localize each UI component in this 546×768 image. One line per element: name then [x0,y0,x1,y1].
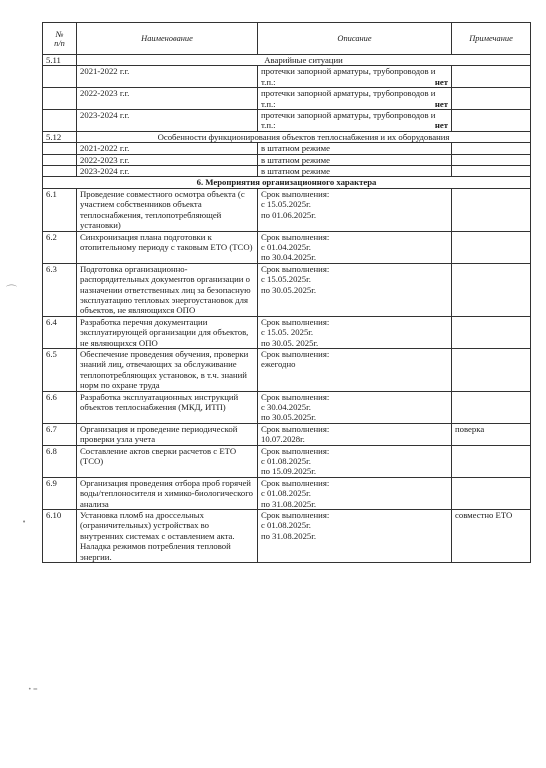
item-name: Проведение совместного осмотра объекта (с участием собственников объекта теплоснабжения, теплопотребляющей установки) [77,188,258,231]
item-desc: Срок выполнения: с 30.04.2025г. по 30.05.2025г. [258,391,452,423]
item-note [452,445,531,477]
item-name: Разработка эксплуатационных инструкций объектов теплоснабжения (МКД, ИТП) [77,391,258,423]
table-row [43,445,531,477]
table-row [43,477,531,509]
value-text: нет [434,120,448,131]
item-note [452,231,531,263]
section-heading-row [43,177,531,188]
year-cell: 2022-2023 г.г. [77,154,258,165]
table-row [43,231,531,263]
item-name: Обеспечение проведения обучения, проверки знаний лиц, отвечающих за обслуживание теплопотребляющих установок, в т.ч. знаний норм по охране труда [77,348,258,391]
item-num: 6.6 [43,391,77,423]
header-note: Примечание [452,23,531,55]
header-name: Наименование [77,23,258,55]
item-num: 6.2 [43,231,77,263]
table-row [43,143,531,154]
item-desc: Срок выполнения: с 01.08.2025г. по 31.08.2025г. [258,477,452,509]
table-row [43,166,531,177]
table-row [43,66,531,88]
item-note [452,348,531,391]
item-num: 6.3 [43,263,77,316]
item-num: 6.1 [43,188,77,231]
item-note [452,188,531,231]
table-row [43,88,531,110]
item-num: 6.7 [43,423,77,445]
item-num: 6.9 [43,477,77,509]
item-note [452,263,531,316]
item-name: Составление актов сверки расчетов с ЕТО (ТСО) [77,445,258,477]
year-cell: 2021-2022 г.г. [77,66,258,88]
desc-cell: протечки запорной арматуры, трубопроводов и т.п.: нет [258,110,452,132]
value-text: нет [434,98,448,109]
table-row [43,110,531,132]
scan-mark: • [22,518,27,526]
item-name: Разработка перечня документации эксплуатирующей организации для объектов, не являющихся ОПО [77,316,258,348]
item-num: 6.8 [43,445,77,477]
scan-mark: ⌒ [6,284,17,297]
item-name: Организация проведения отбора проб горячей воды/теплоносителя и химико-биологического анализа [77,477,258,509]
table-header-row [43,23,531,55]
year-cell: 2022-2023 г.г. [77,88,258,110]
item-desc: Срок выполнения: с 15.05.2025г. по 01.06.2025г. [258,188,452,231]
desc-cell: в штатном режиме [258,143,452,154]
section-row [43,131,531,142]
section-num: 5.12 [43,131,77,142]
item-name: Организация и проведение периодической проверки узла учета [77,423,258,445]
item-desc: Срок выполнения: с 01.04.2025г. по 30.04.2025г. [258,231,452,263]
item-name: Подготовка организационно-распорядительных документов организации о назначении ответственных лиц за безопасную эксплуатацию тепловых энергоустановок для объектов, не являющихся ОПО [77,263,258,316]
desc-cell: протечки запорной арматуры, трубопроводов и т.п.: нет [258,66,452,88]
item-note: совместно ЕТО [452,510,531,563]
header-desc: Описание [258,23,452,55]
table-row [43,188,531,231]
item-desc: Срок выполнения: ежегодно [258,348,452,391]
section-heading: 6. Мероприятия организационного характера [43,177,531,188]
plan-table [42,22,531,563]
section-num: 5.11 [43,55,77,66]
table-row [43,510,531,563]
table-row [43,391,531,423]
section-title: Аварийные ситуации [77,55,531,66]
item-desc: Срок выполнения: с 01.08.2025г. по 15.09.2025г. [258,445,452,477]
item-desc: Срок выполнения: 10.07.2028г. [258,423,452,445]
item-desc: Срок выполнения: с 15.05. 2025г. по 30.05. 2025г. [258,316,452,348]
year-cell: 2023-2024 г.г. [77,166,258,177]
item-desc: Срок выполнения: с 15.05.2025г. по 30.05.2025г. [258,263,452,316]
scan-mark: • ━ [28,686,38,693]
table-row [43,348,531,391]
item-note [452,316,531,348]
header-num: № п/п [43,23,77,55]
desc-cell: в штатном режиме [258,166,452,177]
table-row [43,316,531,348]
section-row [43,55,531,66]
item-name: Синхронизация плана подготовки к отопительному периоду с таковым ЕТО (ТСО) [77,231,258,263]
value-text: нет [434,76,448,87]
item-name: Установка пломб на дроссельных (ограничительных) устройствах во внутренних системах с оставлением акта. Наладка режимов потребления тепловой энергии. [77,510,258,563]
item-note [452,477,531,509]
table-row [43,423,531,445]
desc-cell: в штатном режиме [258,154,452,165]
item-note: поверка [452,423,531,445]
items-body [43,188,531,562]
section-title: Особенности функционирования объектов теплоснабжения и их оборудования [77,131,531,142]
desc-cell: протечки запорной арматуры, трубопроводов и т.п.: нет [258,88,452,110]
year-cell: 2021-2022 г.г. [77,143,258,154]
item-num: 6.10 [43,510,77,563]
item-desc: Срок выполнения: с 01.08.2025г. по 31.08.2025г. [258,510,452,563]
table-row [43,154,531,165]
item-note [452,391,531,423]
year-cell: 2023-2024 г.г. [77,110,258,132]
item-num: 6.4 [43,316,77,348]
item-num: 6.5 [43,348,77,391]
table-row [43,263,531,316]
